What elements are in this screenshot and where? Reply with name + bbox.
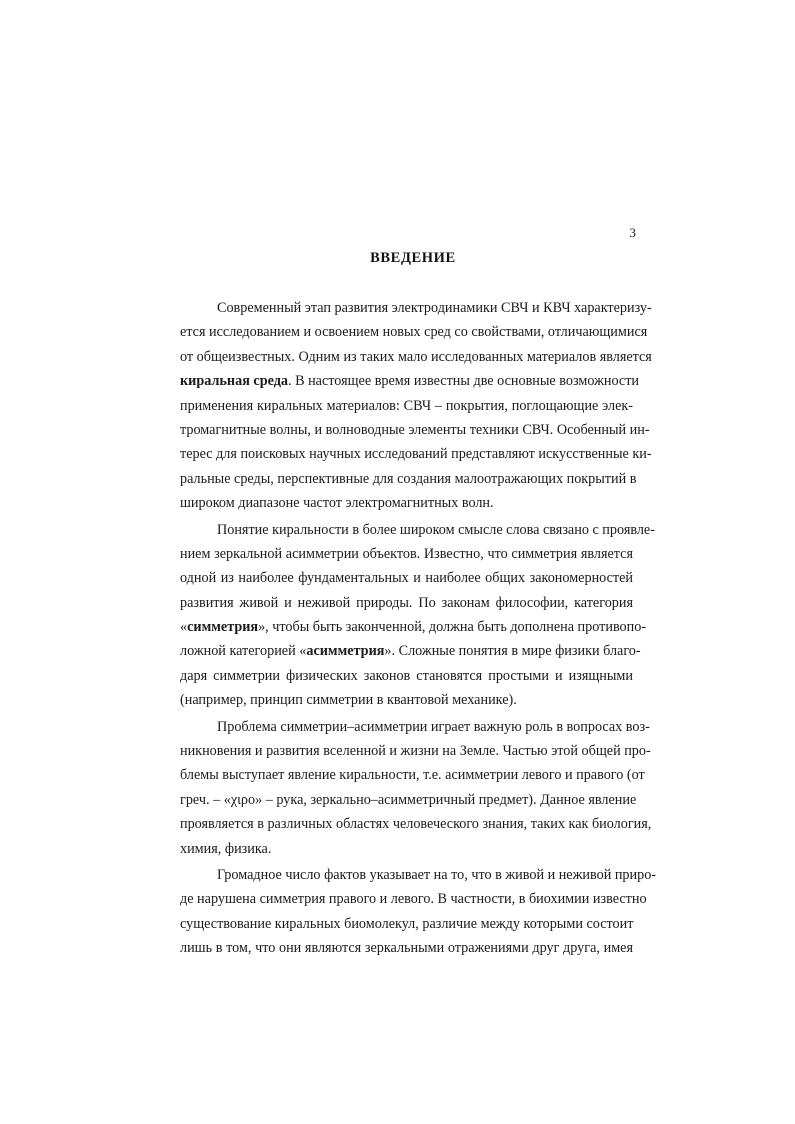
text-line: одной из наиболее фундаментальных и наиболее общих закономерностей xyxy=(180,570,633,587)
page-title: ВВЕДЕНИЕ xyxy=(370,250,456,266)
text-line: химия, физика. xyxy=(180,840,272,857)
text-line: ется исследованием и освоением новых сред со свойствами, отличающимися xyxy=(180,324,648,341)
text-line: ральные среды, перспективные для создания малоотражающих покрытий в xyxy=(180,470,637,487)
text-line: (например, принцип симметрии в квантовой механике). xyxy=(180,692,517,709)
text-line: нием зеркальной асимметрии объектов. Известно, что симметрия является xyxy=(180,545,633,562)
text-line: блемы выступает явление киральности, т.е. асимметрии левого и правого (от xyxy=(180,767,645,784)
text-line xyxy=(180,369,640,393)
paragraph-2 xyxy=(180,518,655,713)
text-line: широком диапазоне частот электромагнитных волн. xyxy=(180,495,494,512)
bold-term: киральная среда xyxy=(180,373,288,390)
text-line: проявляется в различных областях человеческого знания, таких как биология, xyxy=(180,816,652,833)
page-number: 3 xyxy=(629,225,636,240)
text-span: ложной категорией « xyxy=(180,643,307,660)
text-span: », чтобы быть законченной, должна быть дополнена противопо- xyxy=(258,619,647,636)
text-line: от общеизвестных. Одним из таких мало исследованных материалов является xyxy=(180,348,652,365)
text-line: лишь в том, что они являются зеркальными отражениями друг друга, имея xyxy=(180,940,633,957)
text-line: развития живой и неживой природы. По законам философии, категория xyxy=(180,594,633,611)
text-line: тромагнитные волны, и волноводные элементы техники СВЧ. Особенный ин- xyxy=(180,421,650,438)
text-line xyxy=(180,639,641,663)
text-line: применения киральных материалов: СВЧ – покрытия, поглощающие элек- xyxy=(180,397,633,414)
text-line: Понятие киральности в более широком смысле слова связано с проявле- xyxy=(217,521,655,538)
text-line xyxy=(180,615,647,639)
text-line: Проблема симметрии–асимметрии играет важную роль в вопросах воз- xyxy=(217,718,650,735)
paragraph-1 xyxy=(180,296,652,516)
text-line: терес для поисковых научных исследований представляют искусственные ки- xyxy=(180,446,652,463)
text-line: де нарушена симметрия правого и левого. В частности, в биохимии известно xyxy=(180,891,647,908)
paragraph-4 xyxy=(180,863,657,961)
text-line: существование киральных биомолекул, различие между которыми состоит xyxy=(180,915,634,932)
text-line: Современный этап развития электродинамики СВЧ и КВЧ характеризу- xyxy=(217,300,652,316)
bold-term: асимметрия xyxy=(306,643,385,660)
text-line: даря симметрии физических законов становятся простыми и изящными xyxy=(180,667,633,684)
text-line: никновения и развития вселенной и жизни на Земле. Частью этой общей про- xyxy=(180,743,651,760)
text-line: Громадное число фактов указывает на то, что в живой и неживой приро- xyxy=(217,866,657,883)
body-text xyxy=(180,296,657,963)
text-line: греч. – «χιρο» – рука, зеркально–асимметричный предмет). Данное явление xyxy=(180,791,637,808)
text-span: « xyxy=(180,619,188,636)
bold-term: симметрия xyxy=(187,619,259,636)
text-span: . В настоящее время известны две основные возможности xyxy=(287,373,640,390)
paragraph-3 xyxy=(180,715,652,861)
text-span: ». Сложные понятия в мире физики благо- xyxy=(384,643,641,660)
